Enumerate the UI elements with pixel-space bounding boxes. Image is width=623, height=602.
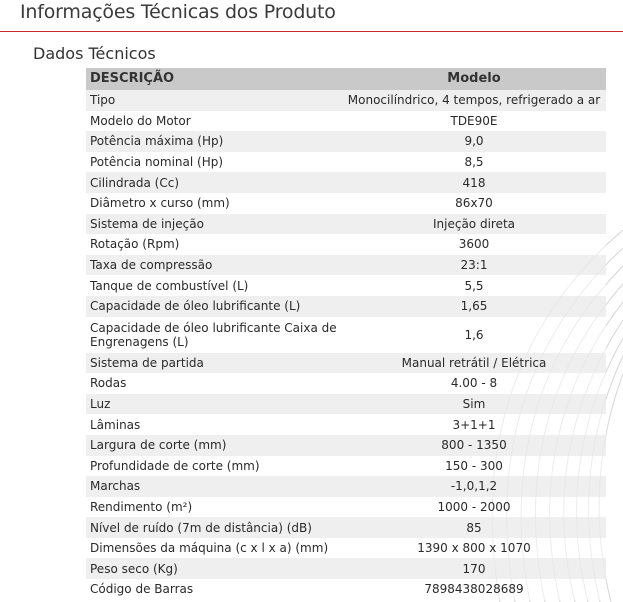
table-row [86, 172, 606, 193]
row-value: 170 [462, 561, 486, 576]
row-label: Lâminas [90, 417, 141, 432]
row-value: TDE90E [450, 113, 498, 128]
row-value: 7898438028689 [424, 582, 524, 597]
header-description: DESCRIÇÃO [90, 71, 175, 86]
row-value: 800 - 1350 [441, 438, 507, 453]
table-row [86, 414, 606, 435]
row-label: Peso seco (Kg) [90, 561, 178, 576]
row-label: Taxa de compressão [90, 258, 213, 273]
row-value: -1,0,1,2 [450, 479, 498, 494]
row-label: Código de Barras [90, 582, 194, 597]
header-model: Modelo [447, 71, 501, 86]
row-label: Tanque de combustível (L) [90, 278, 249, 293]
row-label: Modelo do Motor [90, 113, 191, 128]
table-row [86, 497, 606, 518]
row-label: Largura de corte (mm) [90, 438, 227, 453]
row-value: Manual retrátil / Elétrica [401, 355, 547, 370]
row-value: 4.00 - 8 [450, 376, 498, 391]
table-row [86, 317, 606, 353]
row-value: Monocilíndrico, 4 tempos, refrigerado a ar [347, 93, 601, 108]
row-label: Capacidade de óleo lubrificante (L) [90, 299, 301, 314]
row-value: 86x70 [455, 196, 493, 211]
row-label: Sistema de partida [90, 355, 204, 370]
table-row [86, 394, 606, 415]
table-row [86, 90, 606, 111]
table-row [86, 558, 606, 579]
table-row [86, 296, 606, 317]
table-header-row [86, 68, 606, 90]
row-value: 5,5 [464, 278, 484, 293]
row-value: 8,5 [464, 155, 484, 170]
row-label: Dimensões da máquina (c x l x a) (mm) [90, 541, 329, 556]
row-label: Rendimento (m²) [90, 499, 193, 514]
table-row [86, 373, 606, 394]
row-value: 85 [466, 520, 482, 535]
row-value: 3600 [458, 237, 490, 252]
table-row [86, 193, 606, 214]
row-label: Profundidade de corte (mm) [90, 458, 260, 473]
row-label: Potência nominal (Hp) [90, 155, 224, 170]
row-value: 418 [462, 175, 486, 190]
row-label: Rodas [90, 376, 127, 391]
table-row [86, 456, 606, 477]
table-row [86, 152, 606, 173]
row-label: Potência máxima (Hp) [90, 134, 224, 149]
row-value: 9,0 [464, 134, 484, 149]
table-row [86, 111, 606, 132]
row-label: Sistema de injeção [90, 216, 204, 231]
title-divider [0, 31, 623, 32]
row-value: 1,65 [460, 299, 488, 314]
row-value: 1000 - 2000 [437, 499, 511, 514]
row-value: Sim [462, 397, 486, 412]
table-row [86, 476, 606, 497]
row-label: Nível de ruído (7m de distância) (dB) [90, 520, 312, 535]
table-row [86, 517, 606, 538]
row-value: 1,6 [464, 327, 484, 342]
section-title: Dados Técnicos [33, 44, 156, 63]
row-value: 150 - 300 [445, 458, 503, 473]
page-title: Informações Técnicas dos Produto [20, 1, 336, 23]
table-row [86, 214, 606, 235]
table-row [86, 255, 606, 276]
row-value: 23:1 [460, 258, 488, 273]
row-label: Rotação (Rpm) [90, 237, 180, 252]
row-label: Luz [90, 397, 111, 412]
row-label: Marchas [90, 479, 141, 494]
table-row [86, 538, 606, 559]
row-label: Capacidade de óleo lubrificante Caixa de Engrenagens (L) [90, 320, 337, 349]
technical-specs-table [86, 68, 606, 600]
row-label: Tipo [90, 93, 116, 108]
row-value: 1390 x 800 x 1070 [417, 541, 531, 556]
table-row [86, 234, 606, 255]
table-row [86, 579, 606, 600]
table-row [86, 131, 606, 152]
row-label: Diâmetro x curso (mm) [90, 196, 230, 211]
table-row [86, 353, 606, 374]
table-row [86, 435, 606, 456]
row-value: Injeção direta [432, 216, 516, 231]
row-value: 3+1+1 [452, 417, 496, 432]
table-row [86, 275, 606, 296]
row-label: Cilindrada (Cc) [90, 175, 180, 190]
